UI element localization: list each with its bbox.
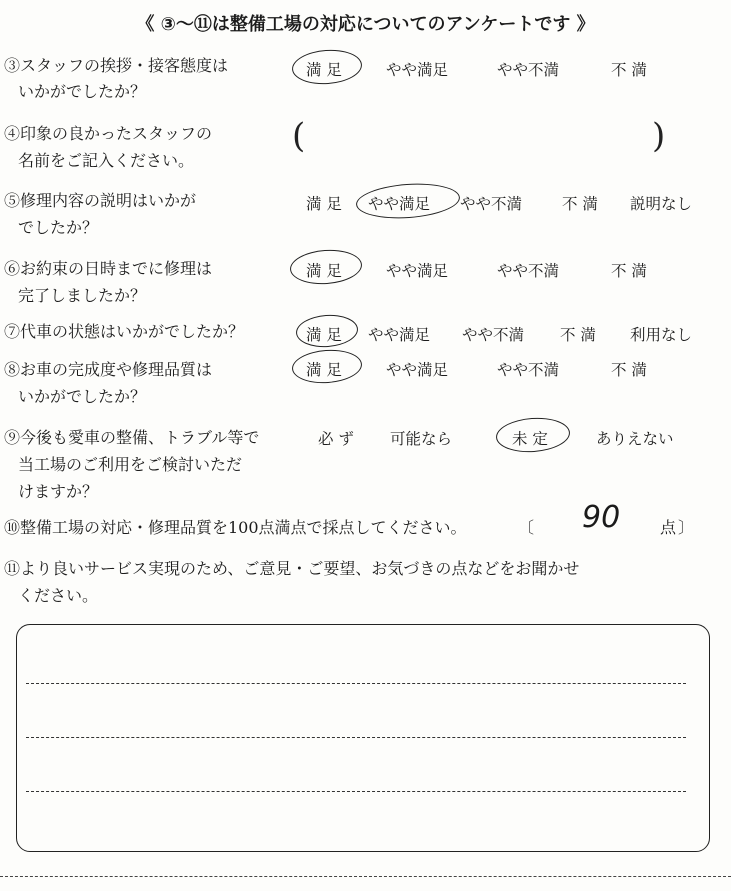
q10-bracket-close: 〕: [678, 518, 695, 537]
q4-bracket-open: (: [292, 116, 306, 156]
q6-label-line1: ⑥お約束の日時までに修理は: [4, 259, 213, 278]
q5-option-dissatisfied[interactable]: 不 満: [562, 195, 598, 213]
comment-box[interactable]: [16, 624, 710, 852]
comment-line-2: [26, 737, 686, 738]
q9-option-if-possible[interactable]: 可能なら: [390, 430, 453, 448]
q6-option-dissatisfied[interactable]: 不 満: [611, 262, 647, 280]
q7-option-somewhat-dissatisfied[interactable]: やや不満: [462, 326, 525, 344]
q11-label-line2: ください。: [18, 586, 99, 605]
q5-option-somewhat-satisfied[interactable]: やや満足: [368, 195, 431, 213]
q10-unit: 点: [660, 518, 677, 537]
q8-option-satisfied[interactable]: 満 足: [306, 361, 342, 379]
q5-option-no-explanation[interactable]: 説明なし: [630, 195, 693, 213]
q5-option-somewhat-dissatisfied[interactable]: やや不満: [460, 195, 523, 213]
q8-option-somewhat-satisfied[interactable]: やや満足: [386, 361, 449, 379]
q7-option-somewhat-satisfied[interactable]: やや満足: [368, 326, 431, 344]
q8-label-line2: いかがでしたか？: [18, 387, 147, 406]
comment-line-3: [26, 791, 686, 792]
q3-label-line1: ③スタッフの挨拶・接客態度は: [4, 56, 229, 75]
q5-label-line2: でしたか？: [18, 218, 99, 237]
q7-option-satisfied[interactable]: 満 足: [306, 326, 342, 344]
q7-label-line1: ⑦代車の状態はいかがでしたか？: [4, 322, 245, 341]
q6-label-line2: 完了しましたか？: [18, 286, 147, 305]
q10-label: ⑩整備工場の対応・修理品質を100点満点で採点してください。: [4, 518, 467, 537]
q5-label-line1: ⑤修理内容の説明はいかが: [4, 191, 197, 210]
q9-option-impossible[interactable]: ありえない: [596, 430, 674, 448]
q9-option-undecided[interactable]: 未 定: [512, 430, 548, 448]
q6-option-somewhat-satisfied[interactable]: やや満足: [386, 262, 449, 280]
q9-label-line1: ⑨今後も愛車の整備、トラブル等で: [4, 428, 260, 447]
q7-option-not-used[interactable]: 利用なし: [630, 326, 693, 344]
q4-name-field[interactable]: [312, 122, 642, 162]
q9-label-line3: けますか？: [18, 482, 99, 501]
q6-option-somewhat-dissatisfied[interactable]: やや不満: [497, 262, 560, 280]
q10-score-value[interactable]: 90: [582, 500, 621, 535]
q8-label-line1: ⑧お車の完成度や修理品質は: [4, 360, 213, 379]
q4-label-line1: ④印象の良かったスタッフの: [4, 124, 213, 143]
q8-option-somewhat-dissatisfied[interactable]: やや不満: [497, 361, 560, 379]
q5-option-satisfied[interactable]: 満 足: [306, 195, 342, 213]
q3-option-somewhat-satisfied[interactable]: やや満足: [386, 61, 449, 79]
q11-label-line1: ⑪より良いサービス実現のため、ご意見・ご要望、お気づきの点などをお聞かせ: [4, 559, 580, 578]
q4-bracket-close: ): [652, 116, 666, 156]
q9-label-line2: 当工場のご利用をご検討いただ: [18, 455, 243, 474]
survey-title: 《 ③～⑪は整備工場の対応についてのアンケートです 》: [136, 14, 595, 35]
q8-option-dissatisfied[interactable]: 不 満: [611, 361, 647, 379]
q3-label-line2: いかがでしたか？: [18, 82, 147, 101]
q3-option-satisfied[interactable]: 満 足: [306, 61, 342, 79]
cut-line: [0, 876, 731, 877]
q3-option-dissatisfied[interactable]: 不 満: [611, 61, 647, 79]
q6-option-satisfied[interactable]: 満 足: [306, 262, 342, 280]
q4-label-line2: 名前をご記入ください。: [18, 151, 195, 170]
q9-option-definitely[interactable]: 必 ず: [318, 430, 354, 448]
q7-option-dissatisfied[interactable]: 不 満: [560, 326, 596, 344]
q10-bracket-open: 〔: [518, 518, 535, 537]
comment-line-1: [26, 683, 686, 684]
q3-option-somewhat-dissatisfied[interactable]: やや不満: [497, 61, 560, 79]
